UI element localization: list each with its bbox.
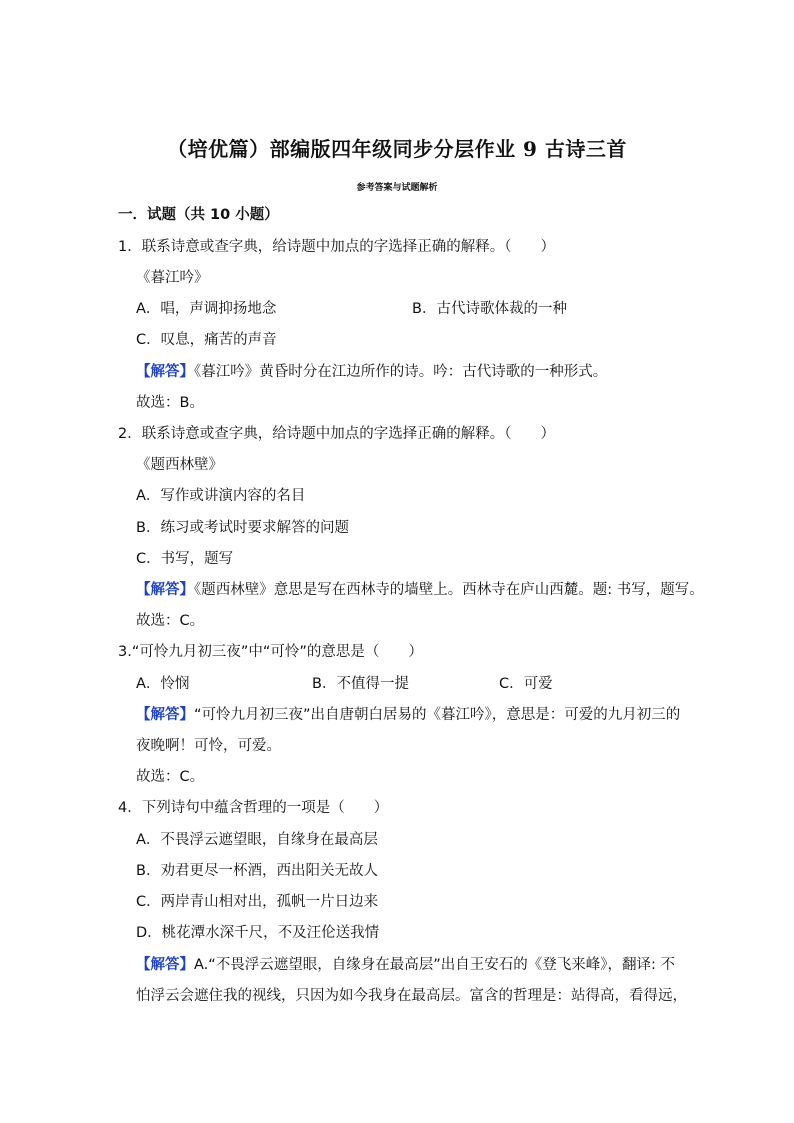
answer-tag: 【解答】 — [136, 364, 194, 380]
page-subtitle: 参考答案与试题解析 — [356, 183, 438, 193]
answer-tag: 【解答】 — [136, 957, 194, 973]
q1-choice: 故选：B。 — [136, 395, 204, 411]
q3-answer-cont: 夜晚啊！可怜，可爱。 — [136, 738, 281, 754]
q1-poem: 《暮江吟》 — [136, 270, 209, 286]
q2-option-b: B．练习或考试时要求解答的问题 — [136, 520, 349, 536]
q1-answer-text: 《暮江吟》黄昏时分在江边所作的诗。吟：古代诗歌的一种形式。 — [194, 364, 608, 380]
q4-option-d: D．桃花潭水深千尺，不及汪伦送我情 — [136, 925, 380, 941]
q4-answer — [136, 955, 675, 975]
q1-answer — [136, 362, 607, 382]
q3-stem: 3.“可怜九月初三夜”中“可怜”的意思是（ ） — [118, 644, 423, 660]
q3-choice: 故选：C。 — [136, 769, 205, 785]
section-heading: 一．试题（共 10 小题） — [118, 207, 279, 223]
q2-answer-text: 《题西林壁》意思是写在西林寺的墙壁上。西林寺在庐山西麓。题: 书写，题写。 — [194, 582, 704, 598]
page-title: （培优篇）部编版四年级同步分层作业 9 古诗三首 — [167, 137, 627, 161]
q2-option-c: C．书写，题写 — [136, 551, 234, 567]
q4-answer-cont: 怕浮云会遮住我的视线，只因为如今我身在最高层。富含的哲理是：站得高，看得远， — [136, 988, 687, 1004]
q4-option-a: A．不畏浮云遮望眼，自缘身在最高层 — [136, 832, 378, 848]
answer-tag: 【解答】 — [136, 582, 194, 598]
q2-stem: 2．联系诗意或查字典，给诗题中加点的字选择正确的解释。（ ） — [118, 426, 555, 442]
q1-option-c: C．叹息，痛苦的声音 — [136, 332, 277, 348]
q2-answer — [136, 580, 704, 600]
q2-option-a: A．写作或讲演内容的名目 — [136, 488, 306, 504]
q1-stem: 1．联系诗意或查字典，给诗题中加点的字选择正确的解释。（ ） — [118, 239, 555, 255]
q3-option-b: B．不值得一提 — [312, 676, 409, 692]
answer-tag: 【解答】 — [136, 707, 194, 723]
q1-option-a: A．唱，声调抑扬地念 — [136, 301, 277, 317]
q2-poem: 《题西林壁》 — [136, 457, 223, 473]
q2-choice: 故选：C。 — [136, 613, 205, 629]
q4-option-b: B．劝君更尽一杯酒，西出阳关无故人 — [136, 863, 378, 879]
q4-option-c: C．两岸青山相对出，孤帆一片日边来 — [136, 894, 379, 910]
q3-answer — [136, 705, 680, 725]
q4-answer-text: A.“不畏浮云遮望眼，自缘身在最高层”出自王安石的《登飞来峰》，翻译: 不 — [194, 957, 676, 973]
q3-option-a: A．怜悯 — [136, 676, 190, 692]
q1-option-b: B．古代诗歌体裁的一种 — [412, 301, 567, 317]
q3-option-c: C．可爱 — [499, 676, 553, 692]
q3-answer-text: “可怜九月初三夜”出自唐朝白居易的《暮江吟》，意思是：可爱的九月初三的 — [194, 707, 681, 723]
q4-stem: 4．下列诗句中蕴含哲理的一项是（ ） — [118, 800, 389, 816]
